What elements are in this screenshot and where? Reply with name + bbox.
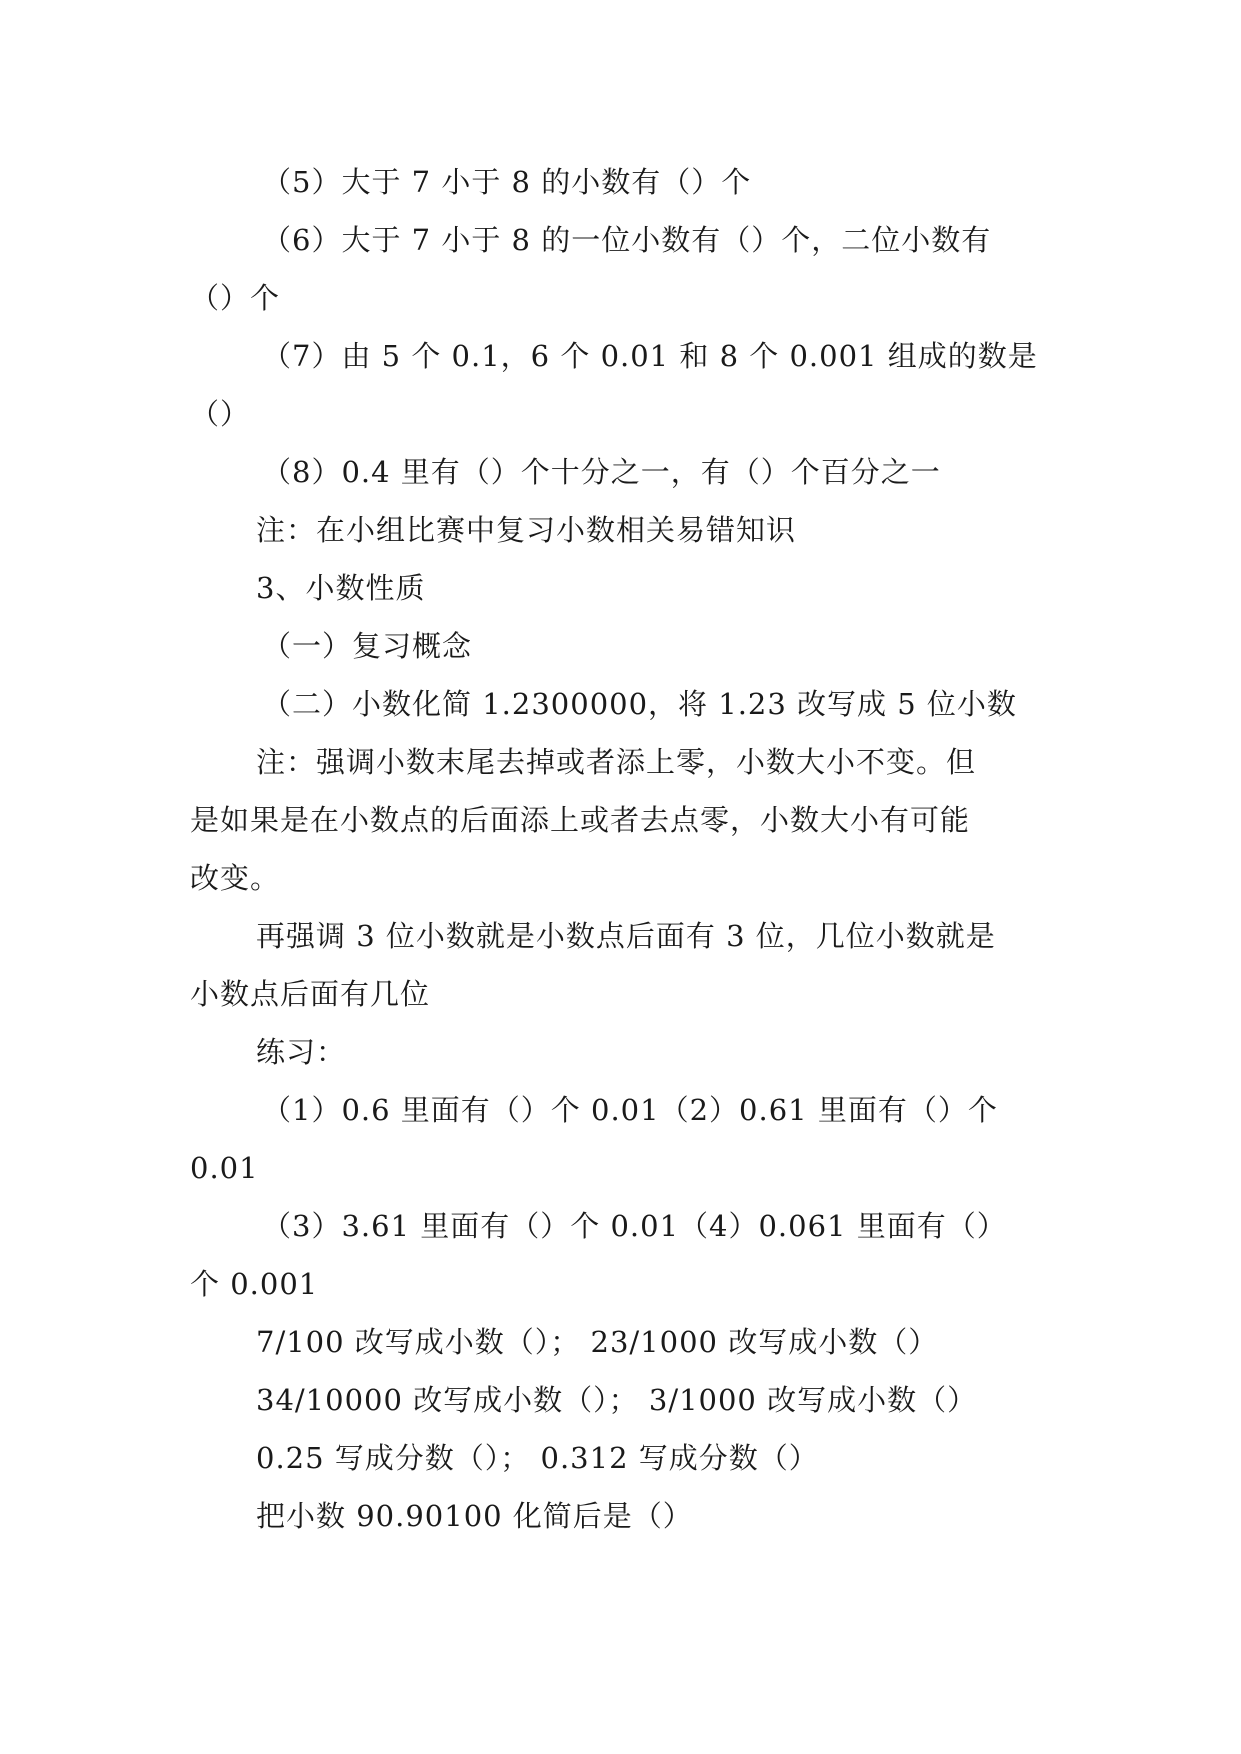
question-7: （7）由 5 个 0.1，6 个 0.01 和 8 个 0.001 组成的数是 <box>262 339 1038 373</box>
question-6-continued: （）个 <box>190 281 281 315</box>
question-8: （8）0.4 里有（）个十分之一，有（）个百分之一 <box>262 455 941 489</box>
emphasis-decimal-places: 再强调 3 位小数就是小数点后面有 3 位，几位小数就是 <box>256 919 996 953</box>
subsection-review-concept: （一）复习概念 <box>262 629 473 663</box>
section-heading-decimal-property: 3、小数性质 <box>256 571 426 605</box>
practice-fraction-to-decimal-1: 7/100 改写成小数（）； 23/1000 改写成小数（） <box>256 1325 939 1359</box>
question-5: （5）大于 7 小于 8 的小数有（）个 <box>262 165 752 199</box>
emphasis-decimal-places-continued: 小数点后面有几位 <box>190 977 431 1011</box>
practice-1-2-continued: 0.01 <box>190 1151 259 1185</box>
note-review: 注：在小组比赛中复习小数相关易错知识 <box>256 513 797 547</box>
practice-3-4-continued: 个 0.001 <box>190 1267 319 1301</box>
subsection-simplify-decimal: （二）小数化简 1.2300000，将 1.23 改写成 5 位小数 <box>262 687 1017 721</box>
practice-1-2: （1）0.6 里面有（）个 0.01（2）0.61 里面有（）个 <box>262 1093 998 1127</box>
note-emphasis-continued-2: 改变。 <box>190 861 281 895</box>
note-emphasis-continued-1: 是如果是在小数点的后面添上或者去点零，小数大小有可能 <box>190 803 971 837</box>
question-6: （6）大于 7 小于 8 的一位小数有（）个，二位小数有 <box>262 223 992 257</box>
practice-simplify: 把小数 90.90100 化简后是（） <box>256 1499 693 1533</box>
practice-heading: 练习： <box>256 1035 347 1069</box>
practice-decimal-to-fraction: 0.25 写成分数（）； 0.312 写成分数（） <box>256 1441 819 1475</box>
question-7-continued: （） <box>190 397 251 431</box>
practice-fraction-to-decimal-2: 34/10000 改写成小数（）； 3/1000 改写成小数（） <box>256 1383 978 1417</box>
practice-3-4: （3）3.61 里面有（）个 0.01（4）0.061 里面有（） <box>262 1209 1007 1243</box>
note-emphasis: 注：强调小数末尾去掉或者添上零，小数大小不变。但 <box>256 745 977 779</box>
